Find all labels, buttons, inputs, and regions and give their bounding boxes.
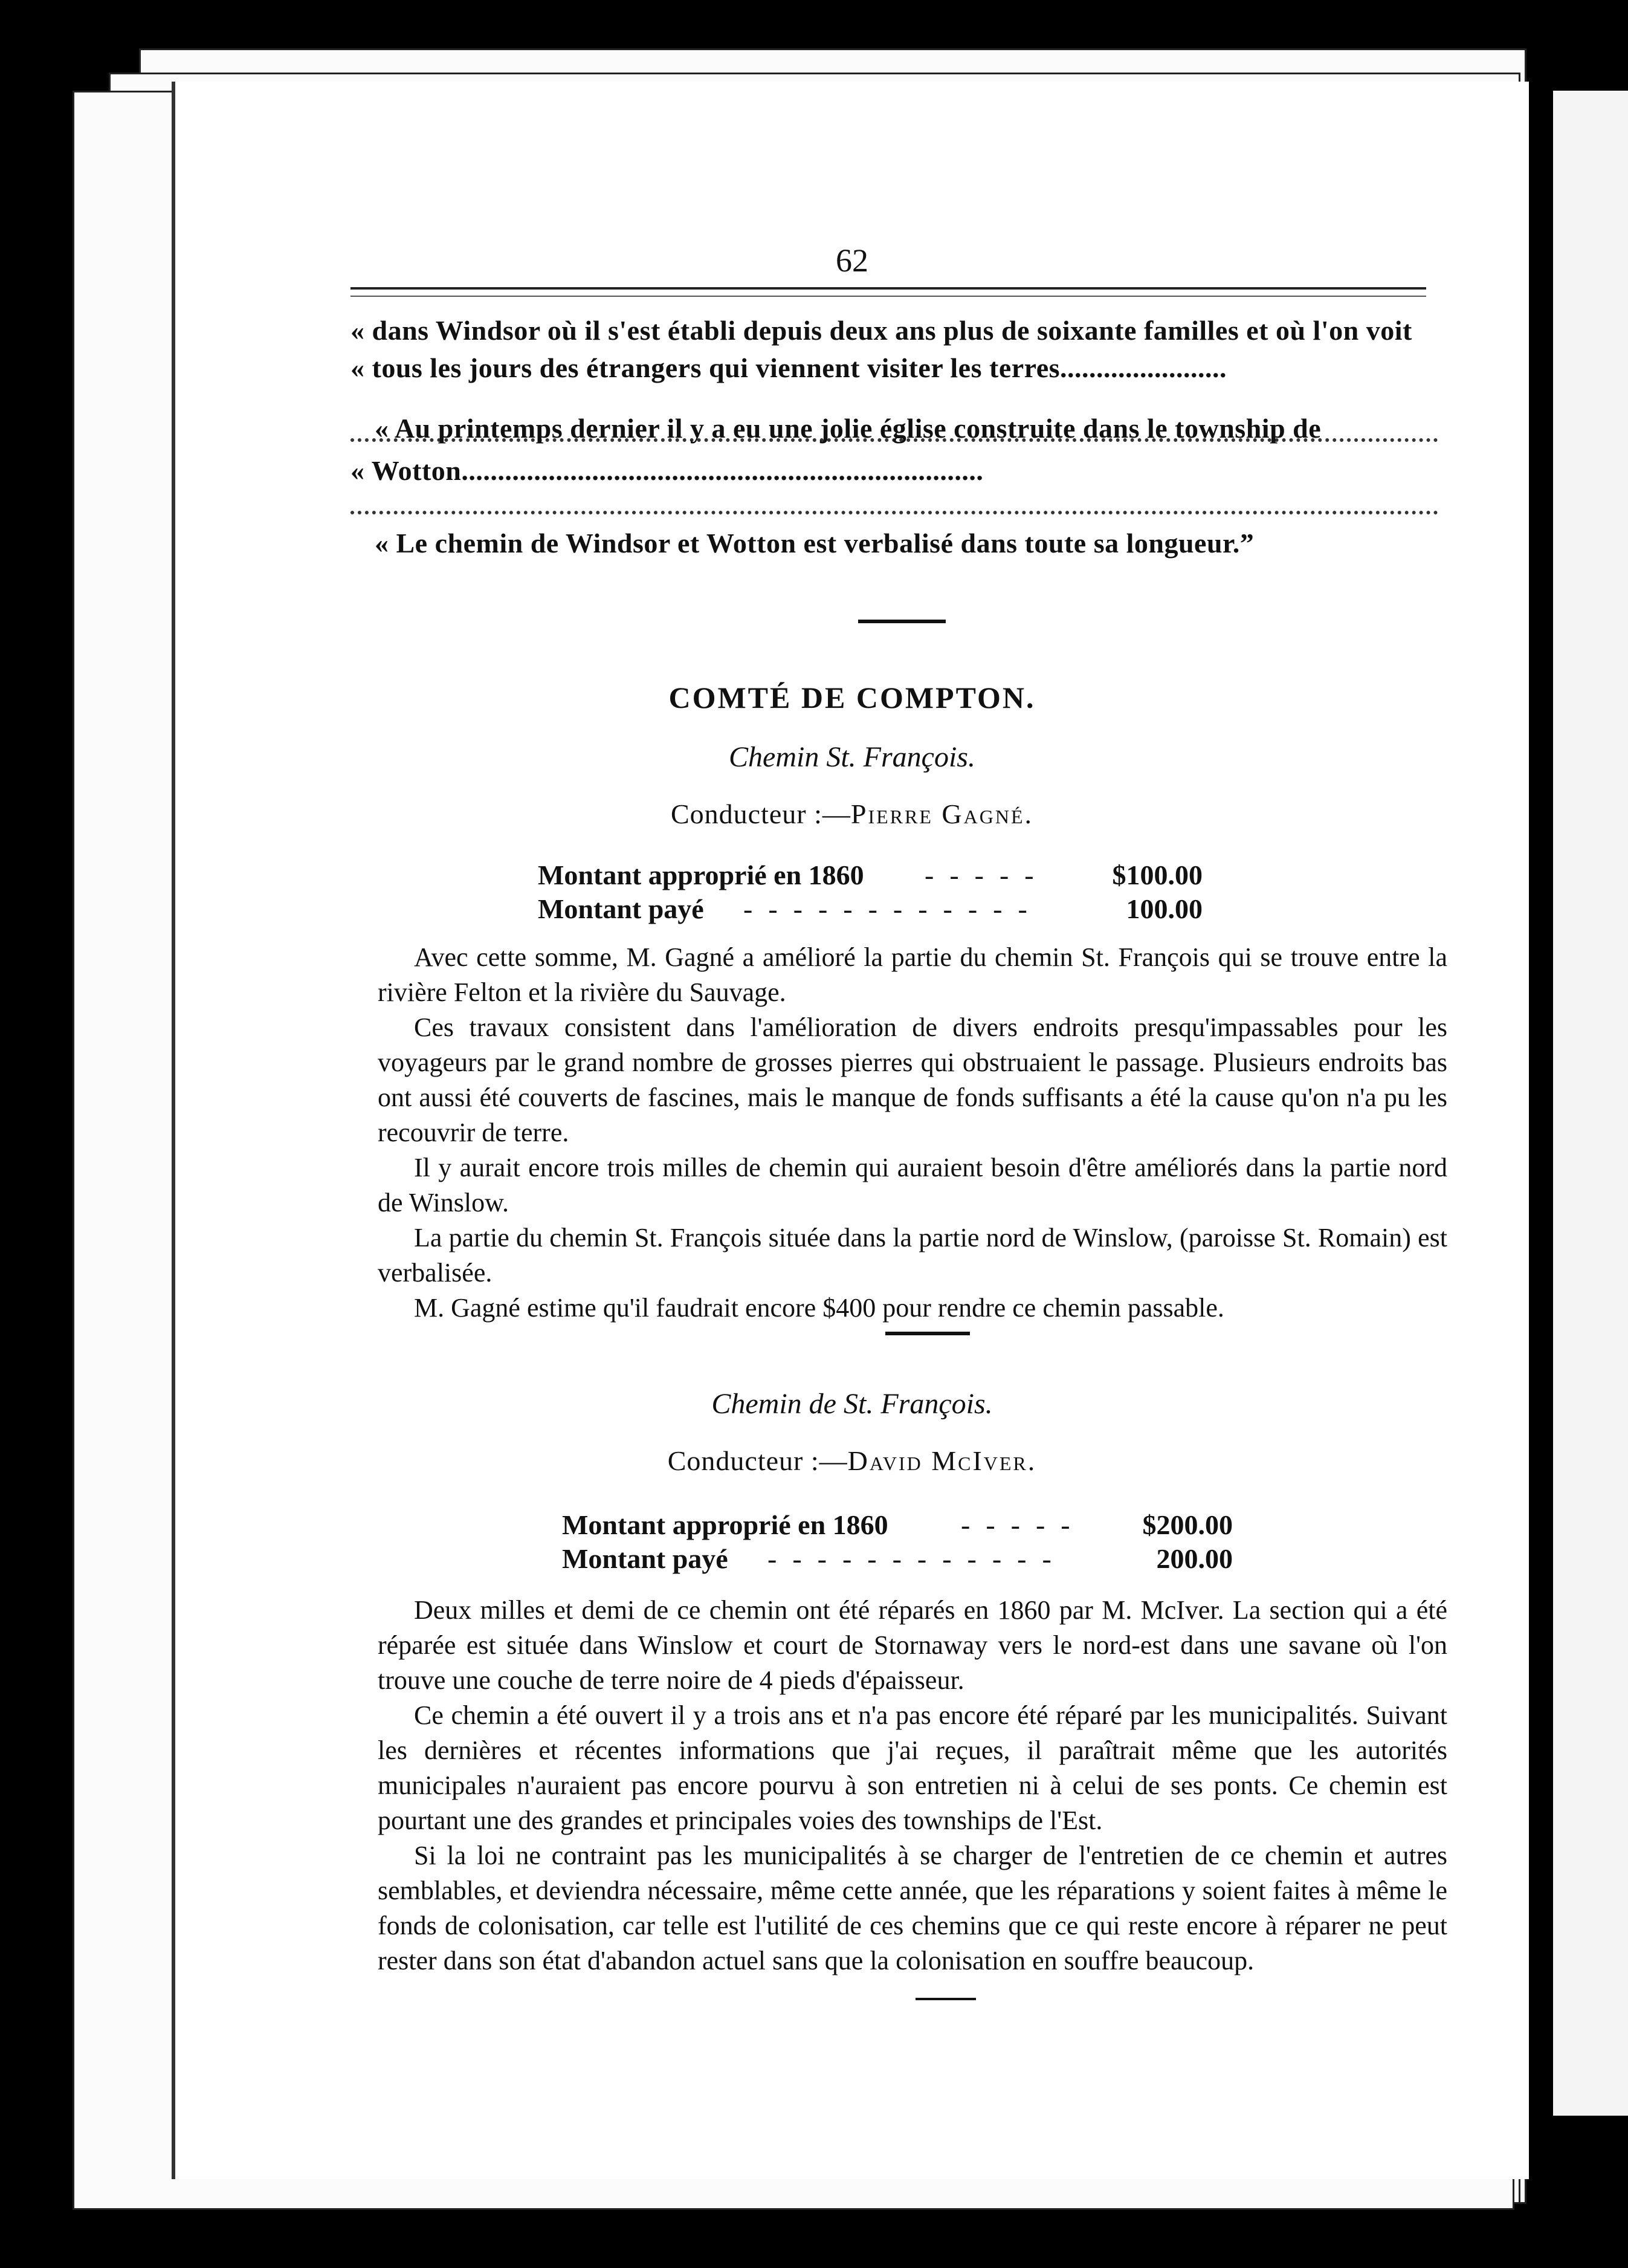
conductor-line-1: [175, 798, 1529, 830]
appropriated-label-1: Montant approprié en 1860: [538, 860, 864, 890]
section1-body: [378, 940, 1447, 1326]
leader-dashes: ------------: [743, 893, 1043, 924]
amounts-table-1: [538, 858, 1203, 926]
leader-dashes: -----: [925, 860, 1050, 890]
paid-value-2: 200.00: [1156, 1543, 1233, 1574]
facing-page-edge: [1553, 91, 1628, 2116]
appropriated-row-2: [562, 1508, 1233, 1542]
appropriated-value-1: $100.00: [1112, 860, 1203, 890]
paid-row-2: [562, 1542, 1233, 1576]
section-divider-1: [858, 620, 946, 623]
section-divider-2: [885, 1332, 970, 1335]
leader-dashes: ------------: [767, 1543, 1067, 1574]
paragraph: M. Gagné estime qu'il faudrait encore $400 pour rendre ce chemin passable.: [414, 1293, 1224, 1323]
quote-line-4: « Wotton........................................................................: [350, 455, 984, 486]
paragraph: Il y aurait encore trois milles de chemin qui auraient besoin d'être améliorés dans la partie nord de Winslow.: [378, 1153, 1447, 1217]
paid-label-1: Montant payé: [538, 893, 704, 924]
road-title-2: Chemin de St. François.: [711, 1388, 993, 1420]
appropriated-value-2: $200.00: [1142, 1509, 1233, 1540]
end-divider: [916, 1998, 976, 2000]
paid-label-2: Montant payé: [562, 1543, 728, 1574]
county-heading: COMTÉ DE COMPTON.: [668, 681, 1036, 714]
conductor-line-2: [175, 1445, 1529, 1477]
quote-line-2: « tous les jours des étrangers qui viennent visiter les terres.......................: [350, 352, 1227, 383]
paragraph: Ce chemin a été ouvert il y a trois ans et n'a pas encore été réparé par les municipalités. Suivant les dernières et récentes informations que j'ai reçues, il paraîtrait même que les autorités municipales n'auraient pas encore pourvu à son entretien ni à celui de ses ponts. Ce chemin est pourtant une des grandes et principales voies des townships de l'Est.: [378, 1700, 1447, 1835]
paid-value-1: 100.00: [1126, 893, 1203, 924]
quote-line-5: « Le chemin de Windsor et Wotton est verbalisé dans toute sa longueur.”: [375, 528, 1255, 559]
appropriated-row-1: [538, 858, 1203, 892]
quote-line-3: « Au printemps dernier il y a eu une jolie église construite dans le township de: [375, 413, 1322, 444]
paragraph: Deux milles et demi de ce chemin ont été réparés en 1860 par M. McIver. La section qui a été réparée est située dans Winslow et court de Stornaway vers le nord-est dans une savane où l'on trouve une couche de terre noire de 4 pieds d'épaisseur.: [378, 1595, 1447, 1695]
conductor-name-2: David McIver.: [847, 1445, 1037, 1476]
paid-row-1: [538, 892, 1203, 926]
quote-line-1: « dans Windsor où il s'est établi depuis deux ans plus de soixante familles et où l'on voit: [350, 315, 1412, 346]
document-page: [175, 82, 1529, 2179]
paragraph: La partie du chemin St. François située dans la partie nord de Winslow, (paroisse St. Romain) est verbalisée.: [378, 1223, 1447, 1288]
section2-body: [378, 1593, 1447, 1978]
conductor-name-1: Pierre Gagné.: [850, 799, 1034, 829]
leader-dashes: -----: [961, 1509, 1086, 1540]
paragraph: Si la loi ne contraint pas les municipalités à se charger de l'entretien de ce chemin et autres semblables, et deviendra nécessaire, même cette année, que les réparations y soient faites à même le fonds de colonisation, car telle est l'utilité de ces chemins que ce qui reste encore à réparer ne peut rester dans son état d'abandon actuel sans que la colonisation en souffre beaucoup.: [378, 1841, 1447, 1975]
paragraph: Ces travaux consistent dans l'amélioration de divers endroits presqu'impassables pour les voyageurs par le grand nombre de grosses pierres qui obstruaient le passage. Plusieurs endroits bas ont aussi été couverts de fascines, mais le manque de fonds suffisants a été la cause qu'on n'a pu les recouvrir de terre.: [378, 1012, 1447, 1147]
amounts-table-2: [562, 1508, 1233, 1576]
conductor-label-1: Conducteur :—: [670, 799, 851, 829]
paragraph: Avec cette somme, M. Gagné a amélioré la partie du chemin St. François qui se trouve entre la rivière Felton et la rivière du Sauvage.: [378, 942, 1447, 1007]
appropriated-label-2: Montant approprié en 1860: [562, 1509, 888, 1540]
page-number: 62: [836, 242, 868, 279]
conductor-label-2: Conducteur :—: [667, 1445, 848, 1476]
dotted-separator-2: [350, 511, 1438, 518]
road-title-1: Chemin St. François.: [729, 741, 975, 773]
header-rule: [350, 287, 1426, 297]
